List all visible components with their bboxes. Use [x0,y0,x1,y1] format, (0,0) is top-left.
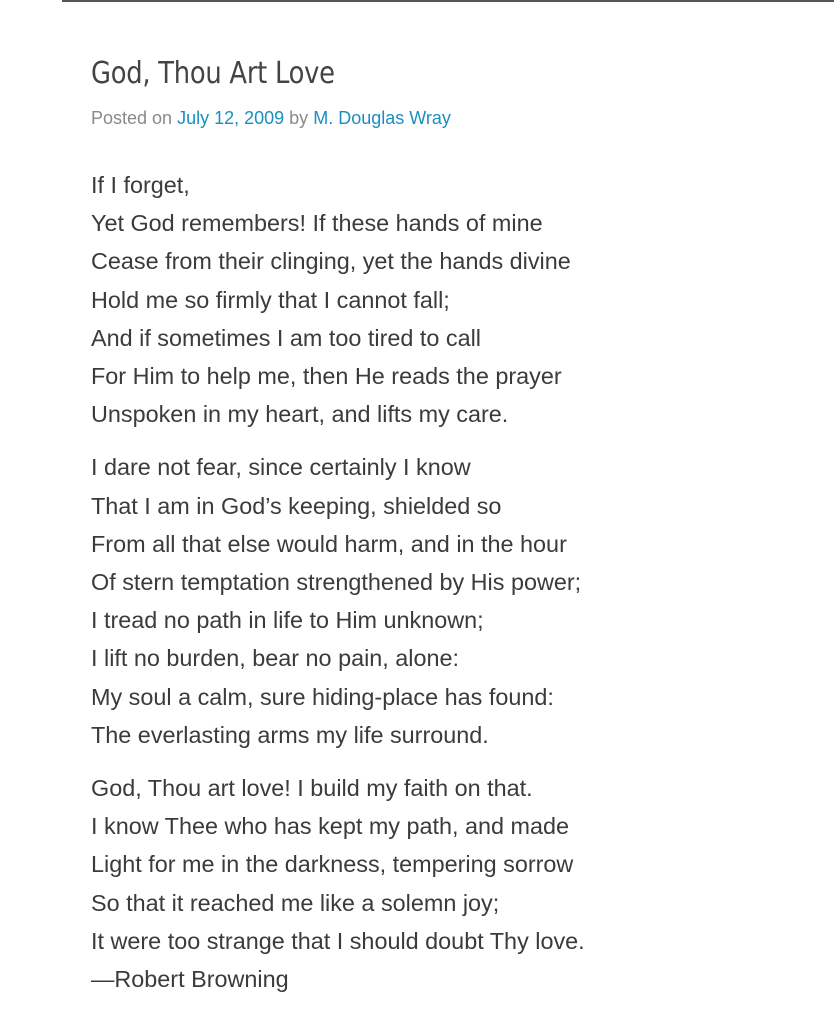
poem-line: If I forget, [91,172,190,198]
post-title: God, Thou Art Love [91,56,335,91]
by-label: by [289,108,309,128]
post-date-link[interactable]: July 12, 2009 [177,108,285,128]
poem-attribution: —Robert Browning [91,966,289,993]
poem-line: From all that else would harm, and in the hour [91,530,567,557]
poem-line: My soul a calm, sure hiding-place has found: [91,683,554,710]
poem-body [91,166,585,1013]
poem-line: Light for me in the darkness, tempering sorrow [91,851,574,878]
top-divider [62,0,834,2]
poem-line: Of stern temptation strengthened by His power; [91,569,582,596]
poem-line: It were too strange that I should doubt Thy love. [91,927,585,954]
stanza-1 [91,166,585,433]
poem-line: The everlasting arms my life surround. [91,721,489,748]
poem-line: Yet God remembers! If these hands of mine [91,210,543,237]
poem-line: Hold me so firmly that I cannot fall; [91,286,450,313]
poem-line: And if sometimes I am too tired to call [91,324,482,351]
poem-line: I tread no path in life to Him unknown; [91,607,484,634]
poem-line: That I am in God’s keeping, shielded so [91,492,502,519]
poem-line: I know Thee who has kept my path, and made [91,813,570,840]
stanza-3 [91,769,585,998]
poem-line: I dare not fear, since certainly I know [91,454,471,481]
poem-line: Unspoken in my heart, and lifts my care. [91,401,509,428]
poem-line: God, Thou art love! I build my faith on that. [91,775,533,802]
author-link[interactable]: M. Douglas Wray [313,108,451,128]
poem-line: I lift no burden, bear no pain, alone: [91,645,460,672]
poem-line: Cease from their clinging, yet the hands divine [91,248,571,275]
posted-on-label: Posted on [91,108,173,128]
stanza-2 [91,448,585,754]
post-meta [91,108,451,129]
poem-line: For Him to help me, then He reads the prayer [91,363,562,390]
poem-line: So that it reached me like a solemn joy; [91,889,500,916]
